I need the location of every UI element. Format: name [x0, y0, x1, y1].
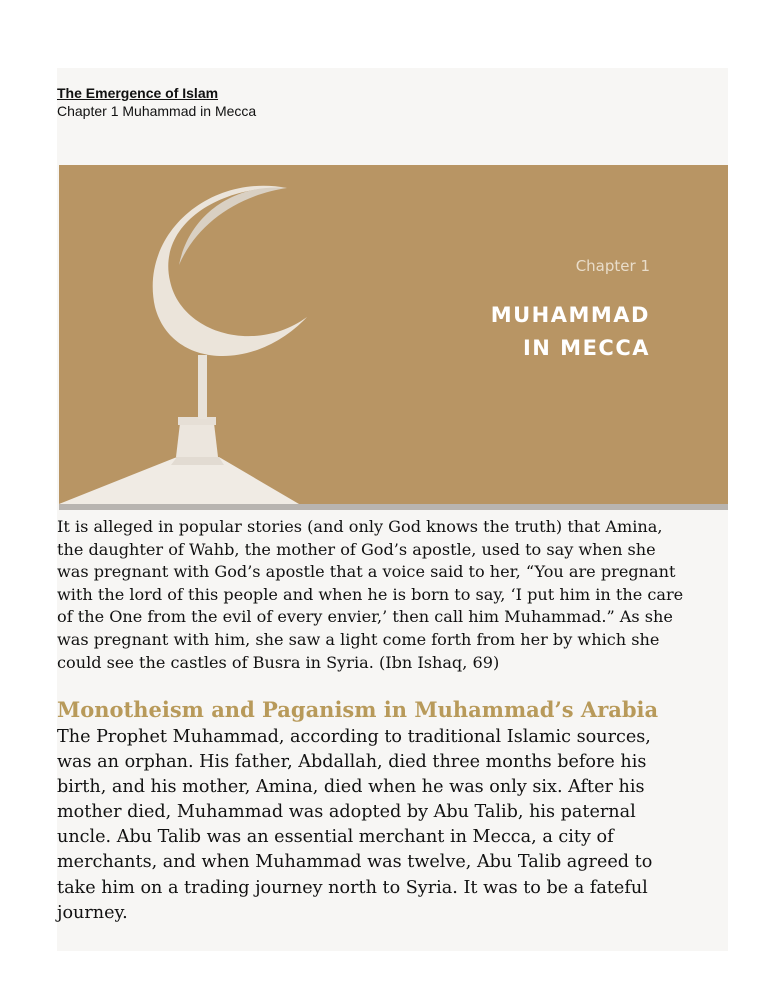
body-line: mother died, Muhammad was adopted by Abu Talib, his paternal	[57, 802, 636, 823]
banner-chapter-label: Chapter 1	[575, 257, 650, 275]
banner-chapter-title	[491, 299, 650, 365]
body-line: was an orphan. His father, Abdallah, died three months before his	[57, 752, 647, 773]
banner-title-line: MUHAMMAD	[490, 303, 650, 327]
body-line: uncle. Abu Talib was an essential merchant in Mecca, a city of	[57, 827, 614, 848]
body-line: take him on a trading journey north to Syria. It was to be a fateful	[57, 877, 648, 898]
section-heading: Monotheism and Paganism in Muhammad’s Arabia	[57, 697, 659, 722]
quote-line: was pregnant with God’s apostle that a voice said to her, “You are pregnant	[57, 562, 676, 582]
quote-line: the daughter of Wahb, the mother of God’s apostle, used to say when she	[57, 539, 656, 559]
chapter-subtitle: Chapter 1 Muhammad in Mecca	[57, 103, 257, 119]
quote-line: of the One from the evil of every envier,’ then call him Muhammad.” As she	[57, 607, 673, 627]
chapter-banner	[59, 165, 728, 510]
body-line: merchants, and when Muhammad was twelve, Abu Talib agreed to	[57, 852, 653, 873]
book-title-link[interactable]: The Emergence of Islam	[57, 85, 219, 101]
body-line: journey.	[57, 902, 128, 923]
quote-line: It is alleged in popular stories (and only God knows the truth) that Amina,	[57, 517, 663, 536]
quote-line: was pregnant with him, she saw a light come forth from her by which she	[57, 629, 660, 649]
quote-line: could see the castles of Busra in Syria. (Ibn Ishaq, 69)	[57, 652, 500, 672]
quote-line: with the lord of this people and when he is born to say, ‘I put him in the care	[57, 584, 684, 604]
body-line: birth, and his mother, Amina, died when he was only six. After his	[57, 777, 645, 798]
section-body	[57, 725, 737, 926]
body-line: The Prophet Muhammad, according to traditional Islamic sources,	[57, 727, 651, 747]
banner-title-line: IN MECCA	[522, 336, 650, 360]
banner-divider	[59, 504, 728, 510]
epigraph-quote	[57, 516, 737, 674]
